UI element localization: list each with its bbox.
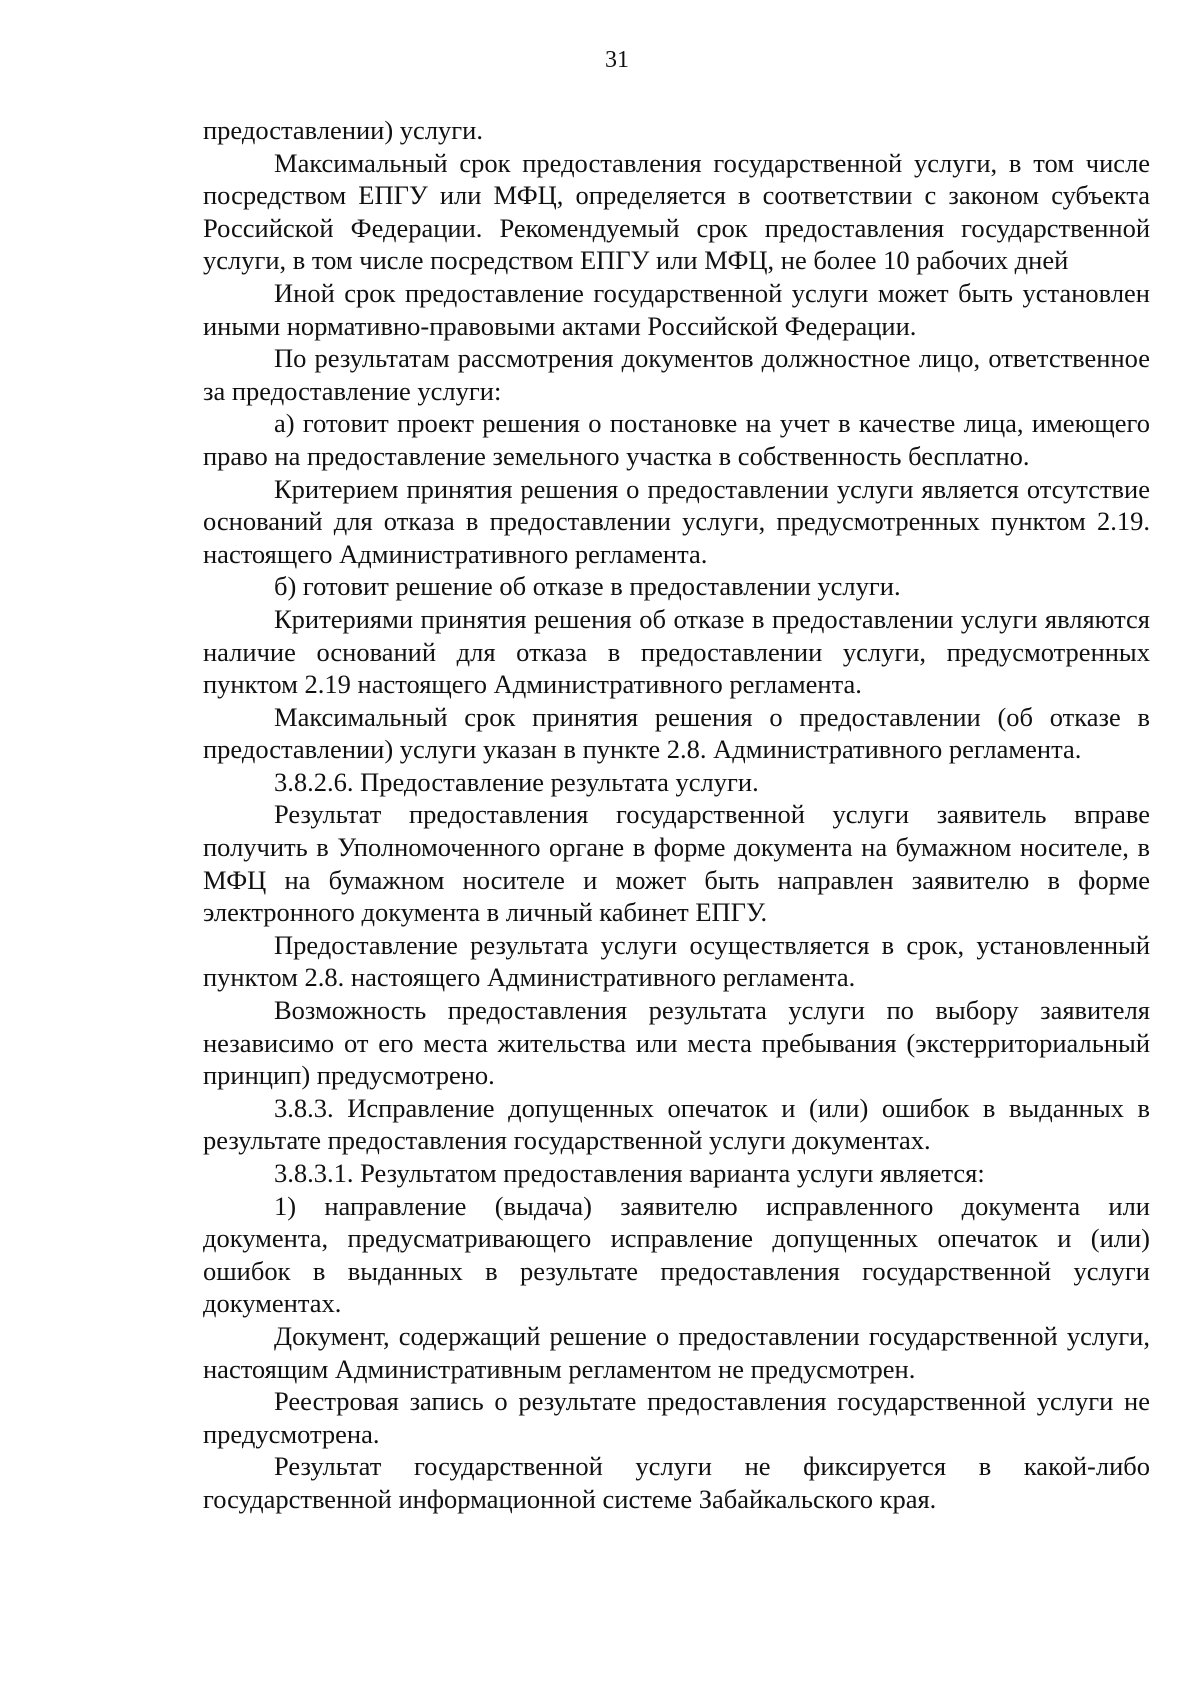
paragraph: Реестровая запись о результате предоставления государственной услуги не предусмотрена.	[203, 1386, 1150, 1449]
paragraph: Максимальный срок принятия решения о предоставлении (об отказе в предоставлении) услуги указан в пункте 2.8. Административного регламента.	[203, 701, 1150, 765]
paragraph: Критерием принятия решения о предоставлении услуги является отсутствие оснований для отказа в предоставлении услуги, предусмотренных пунктом 2.19. настоящего Административного регламента.	[203, 473, 1150, 569]
paragraph: 3.8.2.6. Предоставление результата услуги.	[274, 766, 759, 797]
paragraph: 3.8.3. Исправление допущенных опечаток и (или) ошибок в выданных в результате предоставления государственной услуги документах.	[203, 1092, 1150, 1156]
paragraph: Предоставление результата услуги осуществляется в срок, установленный пунктом 2.8. настоящего Административного регламента.	[203, 929, 1150, 993]
paragraph: предоставлении) услуги.	[203, 115, 483, 145]
paragraph: 3.8.3.1. Результатом предоставления варианта услуги является:	[274, 1158, 985, 1188]
paragraph: Максимальный срок предоставления государственной услуги, в том числе посредством ЕПГУ или МФЦ, определяется в соответствии с законом субъекта Российской Федерации. Рекомендуемый срок предоставления государственной услуги, в том числе посредством ЕПГУ или МФЦ, не более 10 рабочих дней	[203, 147, 1150, 276]
paragraph: 1) направление (выдача) заявителю исправленного документа или документа, предусматривающего исправление допущенных опечаток и (или) ошибок в выданных в результате предоставления государственной услуги документах.	[203, 1190, 1150, 1319]
paragraph: б) готовит решение об отказе в предоставлении услуги.	[274, 571, 901, 602]
document-body	[203, 114, 1150, 1516]
paragraph: По результатам рассмотрения документов должностное лицо, ответственное за предоставление услуги:	[203, 343, 1150, 406]
paragraph: Документ, содержащий решение о предоставлении государственной услуги, настоящим Административным регламентом не предусмотрен.	[203, 1320, 1150, 1384]
page-number: 31	[605, 47, 629, 73]
paragraph: а) готовит проект решения о постановке на учет в качестве лица, имеющего право на предоставление земельного участка в собственность бесплатно.	[203, 408, 1150, 471]
paragraph: Критериями принятия решения об отказе в предоставлении услуги являются наличие оснований для отказа в предоставлении услуги, предусмотренных пунктом 2.19 настоящего Административного регламента.	[203, 603, 1150, 700]
paragraph: Иной срок предоставление государственной услуги может быть установлен иными нормативно-правовыми актами Российской Федерации.	[203, 277, 1150, 341]
paragraph: Результат государственной услуги не фиксируется в какой-либо государственной информационной системе Забайкальского края.	[203, 1451, 1150, 1514]
paragraph: Результат предоставления государственной услуги заявитель вправе получить в Уполномоченного органе в форме документа на бумажном носителе, в МФЦ на бумажном носителе и может быть направлен заявителю в форме электронного документа в личный кабинет ЕПГУ.	[203, 799, 1150, 928]
paragraph: Возможность предоставления результата услуги по выбору заявителя независимо от его места жительства или места пребывания (экстерриториальный принцип) предусмотрено.	[203, 995, 1150, 1091]
